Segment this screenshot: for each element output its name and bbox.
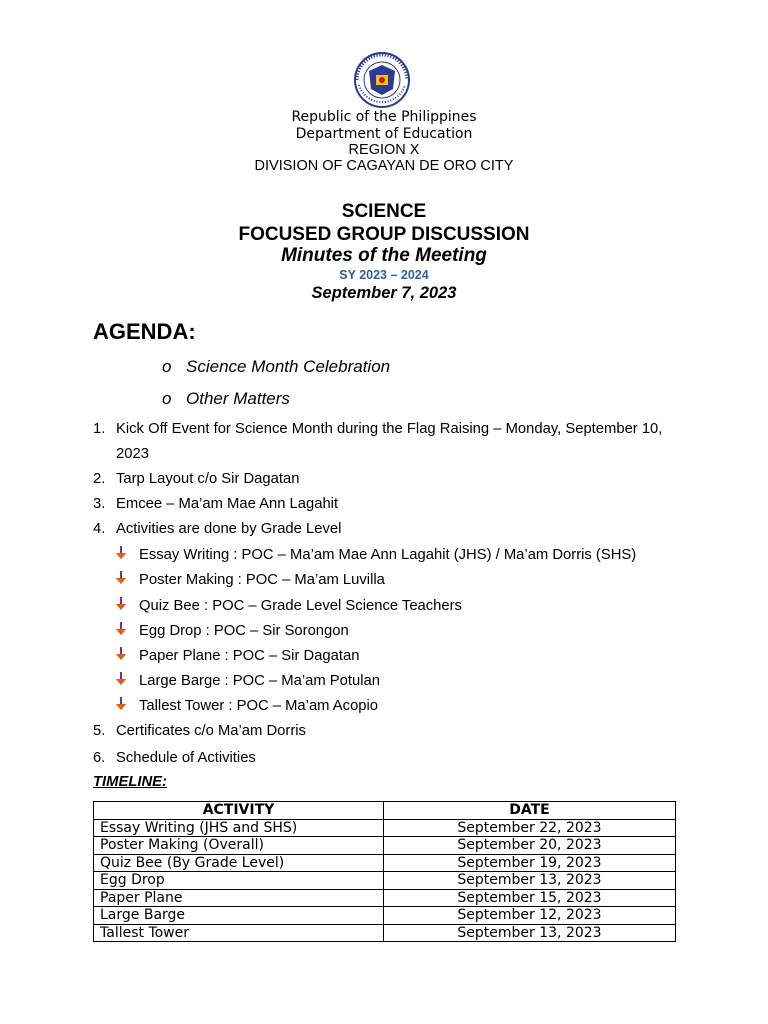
header-division: DIVISION OF CAGAYAN DE ORO CITY (254, 158, 514, 174)
table-row (94, 819, 676, 837)
activity-cell: Essay Writing (JHS and SHS) (94, 819, 384, 837)
minutes-item-6 (93, 746, 256, 771)
table-row (94, 854, 676, 872)
item-number: 2. (93, 471, 106, 487)
column-header-date: DATE (384, 802, 676, 820)
item-text: Kick Off Event for Science Month during the Flag Raising – Monday, September 10, 2023 (116, 421, 663, 462)
agenda-marker: o (162, 357, 172, 376)
down-arrow-bullet-icon (115, 672, 139, 690)
title-subject: SCIENCE (341, 201, 427, 222)
meeting-date: September 7, 2023 (311, 284, 457, 302)
table-header-row (94, 802, 676, 820)
agenda-marker: o (162, 389, 172, 408)
item-number: 1. (93, 421, 106, 437)
date-cell: September 20, 2023 (384, 837, 676, 855)
minutes-item-4 (93, 517, 341, 542)
activity-bullet (115, 597, 462, 615)
activity-text: Egg Drop : POC – Sir Sorongon (139, 622, 349, 639)
activity-text: Tallest Tower : POC – Ma’am Acopio (139, 697, 379, 714)
down-arrow-bullet-icon (115, 571, 139, 589)
activity-cell: Large Barge (94, 907, 384, 925)
item-text: Emcee – Ma’am Mae Ann Lagahit (116, 496, 339, 512)
activity-text: Large Barge : POC – Ma’am Potulan (139, 672, 380, 689)
activity-bullet (115, 647, 359, 665)
minutes-item-5 (93, 719, 306, 744)
down-arrow-bullet-icon (115, 697, 139, 715)
header-region: REGION X (348, 142, 420, 158)
table-row (94, 872, 676, 890)
agenda-item-label: Other Matters (186, 389, 290, 408)
activity-bullet (115, 672, 380, 690)
activity-text: Quiz Bee : POC – Grade Level Science Teachers (139, 597, 462, 614)
activity-cell: Paper Plane (94, 889, 384, 907)
date-cell: September 15, 2023 (384, 889, 676, 907)
activity-cell: Egg Drop (94, 872, 384, 890)
agenda-item-label: Science Month Celebration (186, 357, 391, 376)
item-text: Certificates c/o Ma’am Dorris (116, 723, 306, 739)
activity-bullet (115, 697, 378, 715)
item-number: 3. (93, 496, 106, 512)
activity-text: Paper Plane : POC – Sir Dagatan (139, 647, 360, 664)
item-text: Tarp Layout c/o Sir Dagatan (116, 471, 300, 487)
item-number: 5. (93, 723, 106, 739)
table-row (94, 837, 676, 855)
date-cell: September 13, 2023 (384, 872, 676, 890)
title-event: FOCUSED GROUP DISCUSSION (238, 224, 530, 245)
table-row (94, 924, 676, 942)
activity-cell: Poster Making (Overall) (94, 837, 384, 855)
minutes-item-2 (93, 467, 299, 492)
activity-cell: Quiz Bee (By Grade Level) (94, 854, 384, 872)
date-cell: September 13, 2023 (384, 924, 676, 942)
item-number: 4. (93, 521, 106, 537)
title-minutes: Minutes of the Meeting (281, 245, 487, 266)
item-number: 6. (93, 750, 106, 766)
down-arrow-bullet-icon (115, 597, 139, 615)
item-text: Activities are done by Grade Level (116, 521, 342, 537)
table-row (94, 907, 676, 925)
agenda-item (162, 357, 390, 377)
agenda-item (162, 389, 290, 409)
date-cell: September 19, 2023 (384, 854, 676, 872)
down-arrow-bullet-icon (115, 647, 139, 665)
activity-bullet (115, 546, 636, 564)
activity-bullet (115, 571, 385, 589)
table-row (94, 889, 676, 907)
activity-cell: Tallest Tower (94, 924, 384, 942)
down-arrow-bullet-icon (115, 622, 139, 640)
minutes-item-1 (93, 417, 675, 467)
down-arrow-bullet-icon (115, 546, 139, 564)
activity-bullet (115, 622, 349, 640)
activity-text: Essay Writing : POC – Ma’am Mae Ann Lagahit (JHS) / Ma’am Dorris (SHS) (139, 546, 637, 563)
deped-seal-logo (349, 51, 415, 109)
activity-text: Poster Making : POC – Ma’am Luvilla (139, 571, 385, 588)
column-header-activity: ACTIVITY (94, 802, 384, 820)
agenda-heading: AGENDA: (93, 319, 196, 344)
timeline-table (93, 801, 676, 942)
date-cell: September 22, 2023 (384, 819, 676, 837)
minutes-item-3 (93, 492, 338, 517)
item-text: Schedule of Activities (116, 750, 256, 766)
date-cell: September 12, 2023 (384, 907, 676, 925)
school-year: SY 2023 – 2024 (339, 268, 429, 282)
header-republic: Republic of the Philippines (291, 109, 477, 125)
timeline-heading: TIMELINE: (93, 774, 167, 790)
header-department: Department of Education (295, 126, 473, 142)
